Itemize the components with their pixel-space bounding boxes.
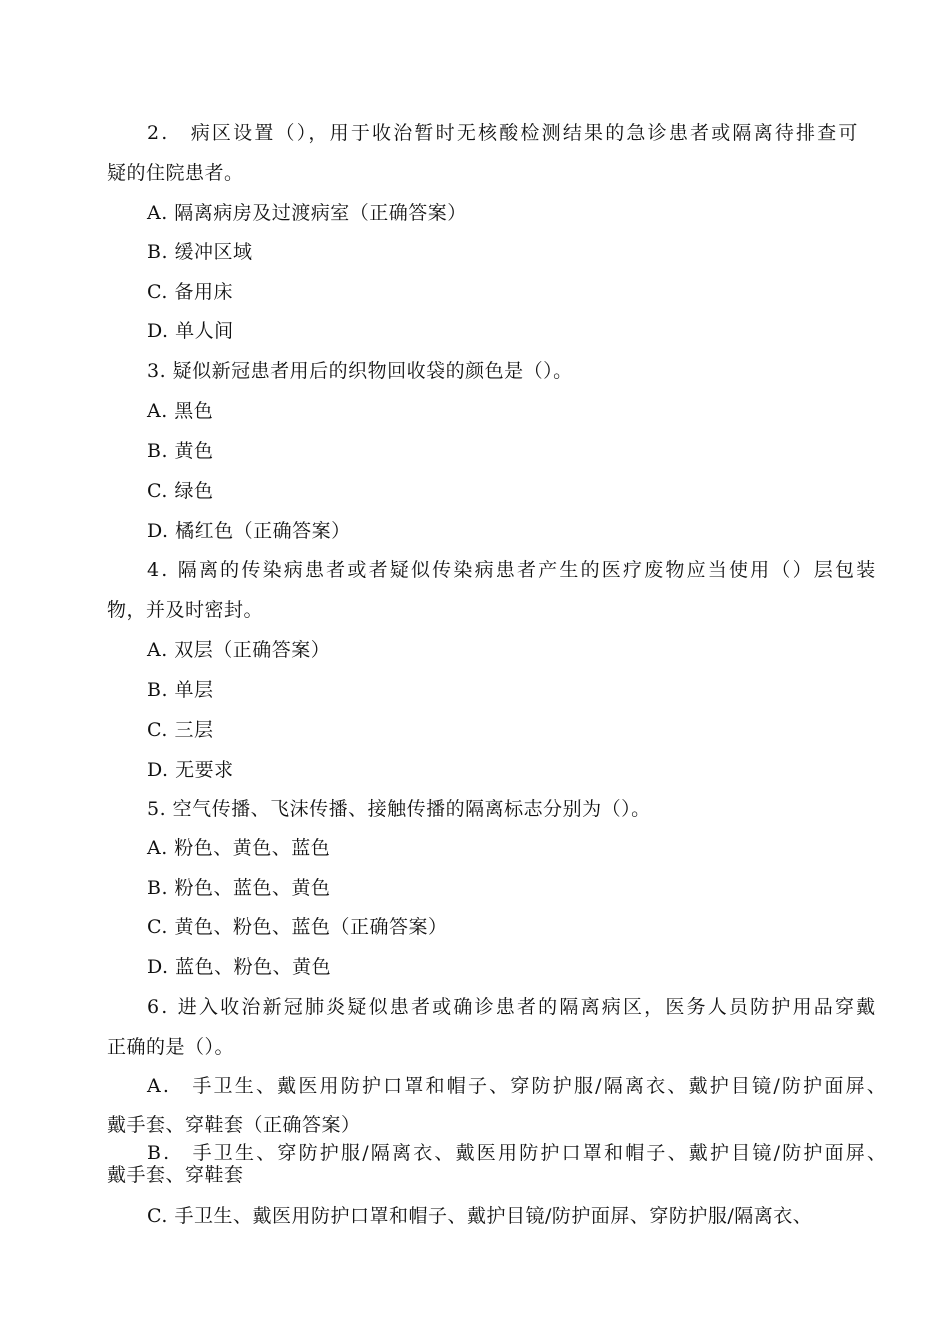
question-6-stem-line-1: 6. 进入收治新冠肺炎疑似患者或确诊患者的隔离病区，医务人员防护用品穿戴 [147, 996, 878, 1018]
question-5-option-a: A. 粉色、黄色、蓝色 [147, 837, 331, 859]
question-2-stem-line-1: 2. 病区设置（），用于收治暂时无核酸检测结果的急诊患者或隔离待排查可 [147, 122, 860, 144]
question-4-option-a: A. 双层（正确答案） [147, 639, 331, 661]
question-2-stem-line-2: 疑的住院患者。 [107, 162, 244, 184]
question-3-option-d: D. 橘红色（正确答案） [147, 520, 351, 542]
question-3-option-c: C. 绿色 [147, 480, 214, 502]
question-3-option-b: B. 黄色 [147, 440, 214, 462]
question-2-option-a: A. 隔离病房及过渡病室（正确答案） [147, 202, 467, 224]
question-6-option-c-line-1: C. 手卫生、戴医用防护口罩和帽子、戴护目镜/防护面屏、穿防护服/隔离衣、 [147, 1205, 813, 1227]
question-5-stem: 5. 空气传播、飞沫传播、接触传播的隔离标志分别为（）。 [147, 798, 651, 820]
question-2-option-b: B. 缓冲区域 [147, 241, 253, 263]
question-6-option-b-line-2: 戴手套、穿鞋套 [107, 1164, 244, 1186]
question-2-option-d: D. 单人间 [147, 320, 234, 342]
question-6-option-b-line-1: B. 手卫生、穿防护服/隔离衣、戴医用防护口罩和帽子、戴护目镜/防护面屏、 [147, 1142, 889, 1164]
question-4-stem-line-1: 4. 隔离的传染病患者或者疑似传染病患者产生的医疗废物应当使用（）层包装 [147, 559, 878, 581]
question-4-option-c: C. 三层 [147, 719, 214, 741]
question-2-option-c: C. 备用床 [147, 281, 233, 303]
question-4-stem-line-2: 物，并及时密封。 [107, 599, 264, 621]
question-6-option-a-line-2: 戴手套、穿鞋套（正确答案） [107, 1114, 361, 1136]
question-5-option-c: C. 黄色、粉色、蓝色（正确答案） [147, 916, 448, 938]
question-5-option-b: B. 粉色、蓝色、黄色 [147, 877, 331, 899]
question-3-stem: 3. 疑似新冠患者用后的织物回收袋的颜色是（）。 [147, 360, 573, 382]
question-5-option-d: D. 蓝色、粉色、黄色 [147, 956, 332, 978]
question-4-option-d: D. 无要求 [147, 759, 234, 781]
question-6-option-a-line-1: A. 手卫生、戴医用防护口罩和帽子、穿防护服/隔离衣、戴护目镜/防护面屏、 [147, 1075, 888, 1097]
question-6-stem-line-2: 正确的是（）。 [107, 1036, 235, 1058]
question-4-option-b: B. 单层 [147, 679, 214, 701]
question-3-option-a: A. 黑色 [147, 400, 214, 422]
